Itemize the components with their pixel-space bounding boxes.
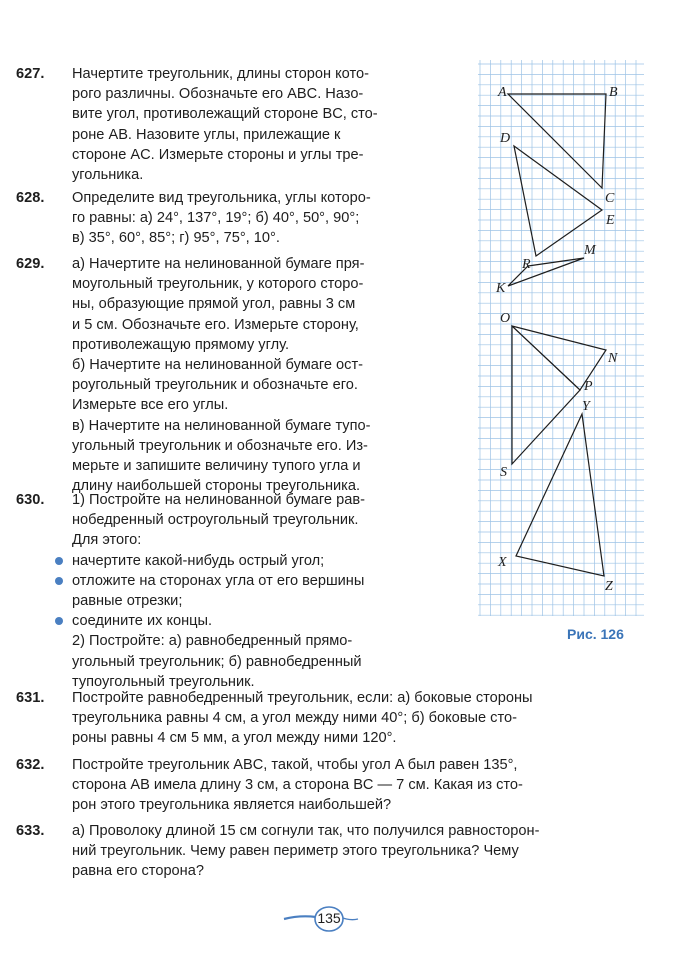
text-line: нобедренный остроугольный треугольник. (72, 512, 359, 529)
text-line: ний треугольник. Чему равен периметр этого треугольника? Чему (72, 843, 519, 860)
vertex-label-b: B (609, 85, 618, 100)
text-line: угольный треугольник; б) равнобедренный (72, 653, 362, 670)
text-line: Постройте треугольник ABC, такой, чтобы угол A был равен 135°, (72, 757, 518, 773)
text-line: треугольника равны 4 см, а угол между ними 40°; б) боковые сто- (72, 710, 517, 727)
text-line: Измерьте все его углы. (72, 397, 229, 414)
text-line: мерьте и запишите величину тупого угла и (72, 458, 361, 475)
text-line: Постройте равнобедренный треугольник, если: а) боковые стороны (72, 690, 533, 706)
bullet-item: соедините их концы. (72, 611, 365, 631)
problem-number: 630. (16, 492, 45, 508)
vertex-label-y: Y (582, 399, 590, 414)
vertex-label-e: E (606, 213, 615, 228)
text-line: 2) Постройте: а) равнобедренный прямо- (72, 633, 353, 650)
vertex-label-c: C (605, 191, 615, 206)
text-line: в) 35°, 60°, 85°; г) 95°, 75°, 10°. (72, 230, 280, 247)
bullet-item: начертите какой-нибудь острый угол; (72, 551, 365, 571)
vertex-label-s: S (500, 465, 507, 480)
vertex-label-p: P (584, 379, 593, 394)
problem-number: 632. (16, 757, 45, 773)
bullet-item: отложите на сторонах угла от его вершины (72, 571, 365, 591)
problem-number: 628. (16, 190, 45, 206)
text-line: рон этого треугольника является наибольшей? (72, 797, 392, 814)
text-line: Для этого: (72, 532, 142, 549)
text-line: тупоугольный треугольник. (72, 673, 255, 690)
text-line: го равны: а) 24°, 137°, 19°; б) 40°, 50°, 90°; (72, 210, 360, 227)
text-line: в) Начертите на нелинованной бумаге тупо- (72, 417, 371, 434)
figure-caption: Рис. 126 (567, 626, 624, 642)
problem-number: 629. (16, 256, 45, 272)
text-line: стороне AC. Измерьте стороны и углы тре- (72, 146, 364, 163)
vertex-label-a: A (498, 85, 507, 100)
page-number (282, 903, 362, 935)
vertex-label-m: M (584, 243, 596, 258)
problem-number: 633. (16, 823, 45, 839)
text-line: Определите вид треугольника, углы которо- (72, 190, 371, 206)
triangle-abc (508, 94, 606, 188)
text-line: роны равны 4 см 5 мм, а угол между ними 120°. (72, 730, 397, 747)
vertex-label-k: K (496, 281, 506, 296)
figure-126 (478, 60, 644, 616)
triangle-ops (512, 326, 580, 464)
text-line: Начертите треугольник, длины сторон кото- (72, 66, 369, 82)
text-line: угольника. (72, 167, 144, 184)
text-line: роугольный треугольник и обозначьте его. (72, 377, 358, 394)
text-line: угольный треугольник и обозначьте его. Из- (72, 437, 368, 454)
text-line: б) Начертите на нелинованной бумаге ост- (72, 357, 364, 374)
problem-number: 631. (16, 690, 45, 706)
vertex-label-n: N (608, 351, 618, 366)
text-line: ны, образующие прямой угол, равны 3 см (72, 296, 356, 313)
triangles-grid (478, 60, 644, 616)
text-line: 1) Постройте на нелинованной бумаге рав- (72, 492, 365, 508)
text-line: роне AB. Назовите углы, прилежащие к (72, 126, 341, 143)
text-line: а) Начертите на нелинованной бумаге пря- (72, 256, 365, 272)
vertex-label-o: O (500, 311, 511, 326)
text-line: равна его сторона? (72, 863, 204, 880)
text-line: противолежащую прямому углу. (72, 336, 290, 353)
text-line: рого различны. Обозначьте его ABC. Назо- (72, 86, 364, 103)
text-line: сторона AB имела длину 3 см, а сторона BC — 7 см. Какая из сто- (72, 777, 523, 794)
page-number-text: 135 (317, 910, 341, 926)
text-line: и 5 см. Обозначьте его. Измерьте сторону, (72, 316, 359, 333)
text-line: длину наибольшей стороны треугольника. (72, 478, 361, 495)
triangle-de (514, 146, 602, 256)
text-line: а) Проволоку длиной 15 см согнули так, что получился равносторон- (72, 823, 540, 839)
vertex-label-z: Z (605, 579, 613, 594)
vertex-label-d: D (500, 131, 511, 146)
text-line: вите угол, противолежащий стороне BC, сто- (72, 106, 378, 123)
vertex-label-x: X (498, 555, 507, 570)
text-line: моугольный треугольник, у которого сторо- (72, 276, 364, 293)
vertex-label-r: R (522, 257, 531, 272)
bullet-continuation: равные отрезки; (72, 593, 183, 610)
problem-number: 627. (16, 66, 45, 82)
